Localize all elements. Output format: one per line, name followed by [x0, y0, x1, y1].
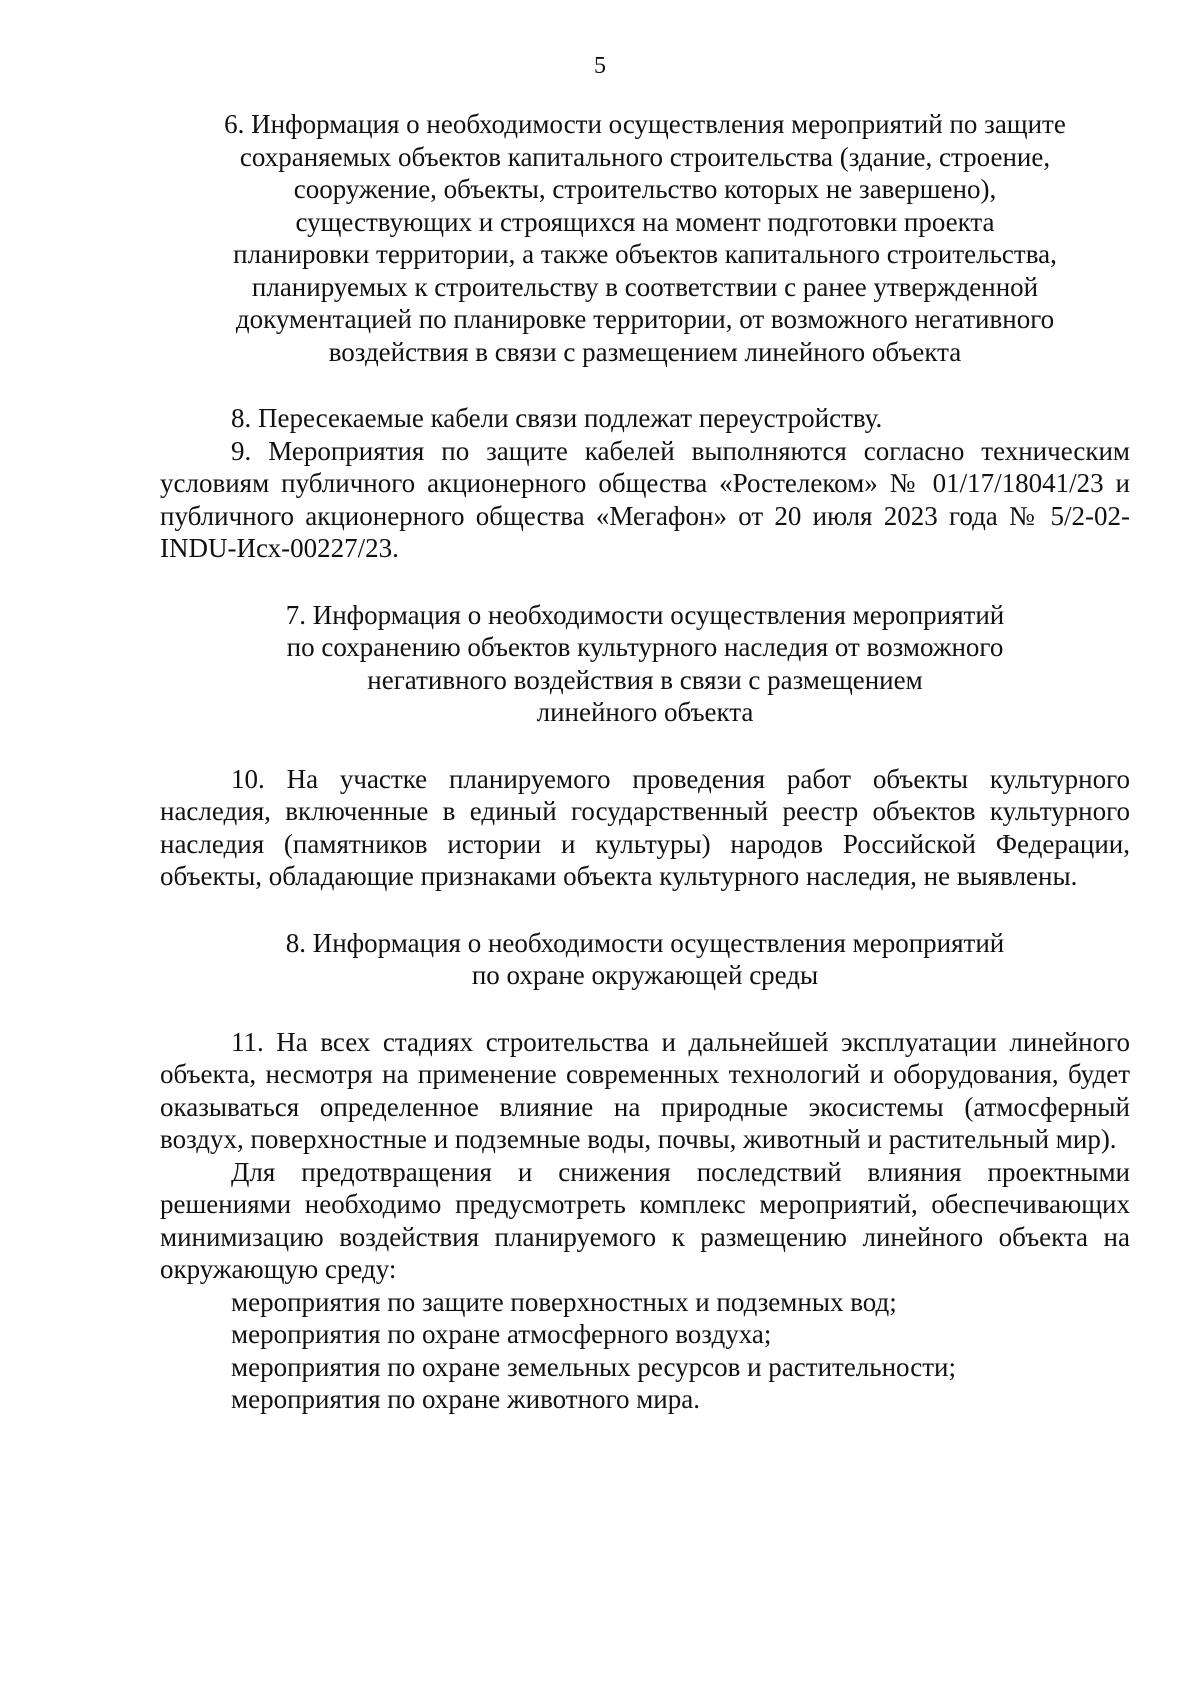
list-item: мероприятия по охране земельных ресурсов и растительности; — [231, 1351, 956, 1382]
spacer — [160, 368, 1130, 402]
spacer — [160, 729, 1130, 763]
paragraph-prevention: Для предотвращения и снижения последствий влияния проектными решениями необходимо предусмотреть комплекс мероприятий, обеспечивающих минимизацию воздействия планируемого к размещению линейного объекта на окружающую среду: — [160, 1156, 1130, 1284]
measures-list — [160, 1286, 1130, 1416]
paragraph-10: 10. На участке планируемого проведения работ объекты культурного наследия, включенные в единый государственный реестр объектов культурного наследия (памятников истории и культуры) народов Российской Федерации, объекты, обладающие признаками объекта культурного наследия, не выявлены. — [160, 763, 1130, 891]
section-7-heading — [160, 599, 1130, 729]
section-8-heading — [160, 927, 1130, 992]
page-number: 5 — [594, 53, 606, 79]
heading-line: воздействия в связи с размещением линейного объекта — [328, 336, 962, 367]
spacer — [160, 565, 1130, 599]
heading-line: планируемых к строительству в соответствии с ранее утвержденной — [251, 271, 1039, 302]
list-item: мероприятия по охране атмосферного воздуха; — [231, 1319, 772, 1349]
heading-line: сохраняемых объектов капитального строительства (здание, строение, — [239, 141, 1051, 172]
spacer — [160, 992, 1130, 1026]
heading-line: 6. Информация о необходимости осуществления мероприятий по защите — [224, 109, 1066, 139]
heading-line: негативного воздействия в связи с размещением — [367, 664, 923, 695]
paragraph-8: 8. Пересекаемые кабели связи подлежат переустройству. — [231, 403, 883, 433]
document-body — [160, 108, 1130, 1416]
heading-line: 8. Информация о необходимости осуществления мероприятий — [285, 927, 1005, 958]
paragraph-9: 9. Мероприятия по защите кабелей выполняются согласно техническим условиям публичного акционерного общества «Ростелеком» № 01/17/18041/23 и публичного акционерного общества «Мегафон» от 20 июля 2023 года № 5/2-02-INDU-Исх-00227/23. — [160, 435, 1130, 563]
list-item: мероприятия по охране животного мира. — [231, 1384, 700, 1414]
heading-line: существующих и строящихся на момент подготовки проекта — [295, 206, 995, 237]
heading-line: по сохранению объектов культурного наследия от возможного — [286, 632, 1004, 662]
paragraph-11: 11. На всех стадиях строительства и дальнейшей эксплуатации линейного объекта, несмотря на применение современных технологий и оборудования, будет оказываться определенное влияние на природные экосистемы (атмосферный воздух, поверхностные и подземные воды, почвы, животный и растительный мир). — [160, 1026, 1130, 1154]
section-6-heading — [160, 108, 1130, 368]
heading-line: планировки территории, а также объектов капитального строительства, — [233, 239, 1057, 269]
heading-line: линейного объекта — [536, 697, 754, 727]
heading-line: 7. Информация о необходимости осуществления мероприятий — [285, 599, 1005, 630]
heading-line: сооружение, объекты, строительство которых не завершено), — [293, 174, 997, 204]
list-item: мероприятия по защите поверхностных и подземных вод; — [231, 1286, 897, 1317]
spacer — [160, 893, 1130, 927]
heading-line: по охране окружающей среды — [471, 960, 819, 990]
heading-line: документацией по планировке территории, от возможного негативного — [235, 304, 1055, 334]
